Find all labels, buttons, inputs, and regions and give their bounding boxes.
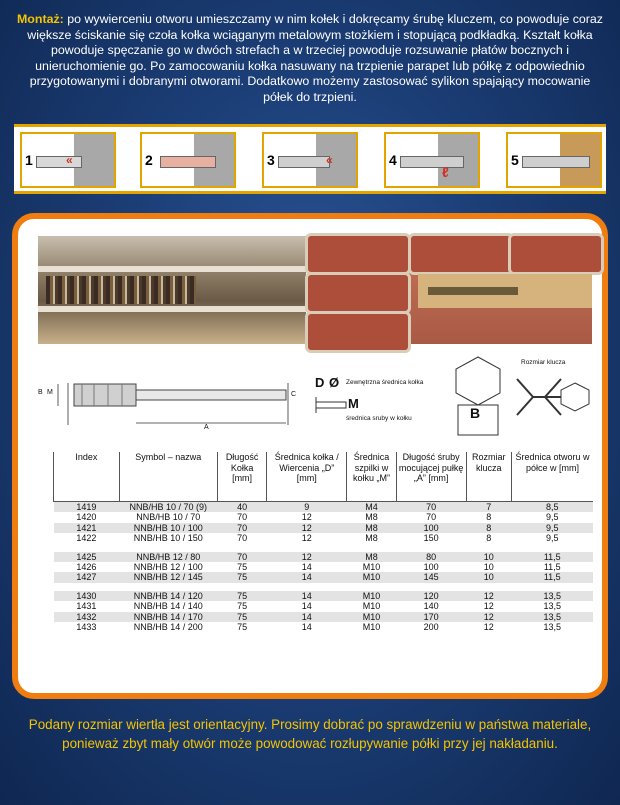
table-cell: 170	[396, 612, 466, 622]
table-cell: M10	[347, 591, 397, 601]
step-number: 1	[25, 152, 33, 168]
table-cell: 200	[423, 622, 439, 633]
table-cell: 100	[396, 523, 466, 533]
step-number: 4	[389, 152, 397, 168]
shelf-photo	[38, 236, 306, 344]
wrench-icon	[513, 369, 597, 429]
table-cell: 9,5	[512, 523, 593, 533]
table-cell: 75	[237, 562, 248, 573]
table-cell: M8	[347, 552, 397, 562]
table-cell: 75	[237, 622, 248, 633]
dim-label-a: A	[204, 424, 209, 431]
step-1-image: 1 «	[20, 132, 116, 188]
table-cell: 10	[466, 552, 512, 562]
table-cell: 10	[483, 562, 494, 573]
table-cell: NNB/HB 12 / 145	[119, 572, 217, 582]
table-cell: 1425	[54, 552, 120, 562]
d-caption: Zewnętrzna średnica kołka	[346, 379, 424, 386]
step-2-image	[140, 132, 236, 188]
header-shelf-hole: Średnica otworu w półce w [mm]	[512, 452, 593, 502]
table-cell: 8	[486, 533, 492, 544]
table-cell: 14	[301, 601, 312, 612]
d-phi-symbol: Ø	[329, 375, 340, 390]
table-cell: NNB/HB 10 / 70 (9)	[119, 502, 217, 513]
header-wrench-size: Rozmiar klucza	[466, 452, 512, 502]
table-cell: 80	[396, 552, 466, 562]
table-cell: 100	[423, 562, 439, 573]
m-caption: średnica sruby w kołku	[346, 415, 412, 422]
header-index: Index	[54, 452, 120, 502]
table-row	[54, 601, 594, 611]
table-cell: M10	[362, 562, 381, 573]
step-number: 3	[267, 152, 275, 168]
table-row	[54, 552, 594, 562]
table-cell: 12	[267, 523, 347, 533]
table-cell: 8	[486, 512, 492, 523]
table-cell: 70	[237, 512, 248, 523]
table-cell: 13,5	[543, 601, 562, 612]
table-cell: 10	[466, 572, 512, 582]
table-cell: 11,5	[512, 552, 593, 562]
intro-paragraph	[14, 12, 606, 105]
table-cell: 7	[466, 502, 512, 513]
table-cell: M4	[347, 502, 397, 513]
table-cell: NNB/HB 14 / 120	[119, 591, 217, 601]
table-cell: NNB/HB 10 / 70	[136, 512, 201, 523]
table-cell: M10	[362, 601, 381, 612]
table-cell: 12	[466, 612, 512, 622]
header-pin-m: Średnica szpilki w kołku „M”	[347, 452, 397, 502]
table-cell: M8	[365, 512, 378, 523]
table-row	[54, 562, 594, 572]
table-cell: 70	[396, 502, 466, 513]
table-cell: 40	[217, 502, 267, 513]
installation-steps-strip	[14, 124, 606, 194]
table-cell: 70	[237, 533, 248, 544]
table-row	[54, 502, 594, 513]
table-cell: 11,5	[543, 562, 561, 573]
m-symbol: M	[348, 396, 359, 411]
specification-table	[53, 452, 593, 632]
dim-label-c: C	[291, 391, 297, 398]
table-cell: 70	[217, 523, 267, 533]
table-header-row	[54, 452, 594, 502]
table-cell: 14	[301, 562, 312, 573]
table-cell: NNB/HB 14 / 170	[119, 612, 217, 622]
table-cell: NNB/HB 10 / 100	[119, 523, 217, 533]
table-cell: 12	[267, 552, 347, 562]
table-cell: 14	[267, 591, 347, 601]
table-cell: 14	[301, 622, 312, 633]
table-cell: NNB/HB 14 / 140	[133, 601, 203, 612]
table-cell: NNB/HB 12 / 100	[133, 562, 203, 573]
table-cell: 70	[426, 512, 437, 523]
table-cell: 150	[423, 533, 439, 544]
product-panel	[12, 213, 608, 699]
table-cell: 12	[483, 622, 494, 633]
table-cell: M10	[347, 612, 397, 622]
table-cell: 13,5	[512, 612, 593, 622]
table-cell: 75	[217, 612, 267, 622]
brick-wall-photo	[308, 236, 592, 344]
table-cell: 1426	[76, 562, 97, 573]
footer-note: Podany rozmiar wiertła jest orientacyjny. Prosimy dobrać po sprawdzeniu w państwa materiale, ponieważ zbyt mały otwór może powodować rozłupywanie półki przy jej nakładaniu.	[28, 717, 592, 751]
dim-label-b: B	[38, 389, 43, 396]
dowel-technical-drawing	[36, 355, 306, 437]
table-row	[54, 612, 594, 622]
step-number: 5	[511, 152, 519, 168]
table-cell: 13,5	[543, 622, 562, 633]
table-cell: 14	[267, 612, 347, 622]
table-cell: 12	[301, 512, 312, 523]
table-cell: NNB/HB 10 / 150	[133, 533, 203, 544]
table-cell: NNB/HB 14 / 200	[133, 622, 203, 633]
table-cell: 1427	[54, 572, 120, 582]
step-4-image: 4 ℓ	[384, 132, 480, 188]
table-cell: 13,5	[512, 591, 593, 601]
table-cell: M8	[347, 523, 397, 533]
intro-text: po wywierceniu otworu umieszczamy w nim kołek i dokręcamy śrubę kluczem, co powoduje coraz większe ściskanie się czoła kołka wciąganym metalowym stożkiem i stopującą podkładką. Kształt kołka powoduje spęczanie go w dwóch strefach a w trzeciej powoduje rozsuwanie płatów bocznych i unieruchomienie go. Po zamocowaniu kołka nasuwany na trzpienie parapet lub półkę z odpowiednio przygotowanymi i dobranymi otworami. Dodatkowo możemy zastosować sylikon spajający mocowanie półek do trzpieni.	[27, 12, 603, 104]
table-group-gap	[54, 544, 594, 552]
table-group-gap	[54, 583, 594, 591]
table-cell: 8,5	[512, 502, 593, 513]
table-cell: 1422	[76, 533, 97, 544]
table-row	[54, 591, 594, 601]
table-cell: 8	[466, 523, 512, 533]
table-row	[54, 572, 594, 582]
header-symbol: Symbol – nazwa	[119, 452, 217, 502]
table-cell: 75	[217, 591, 267, 601]
table-cell: 14	[267, 572, 347, 582]
step-5-image	[506, 132, 602, 188]
table-cell: 11,5	[512, 572, 593, 582]
d-symbol: D	[315, 375, 325, 390]
table-cell: 1430	[54, 591, 120, 601]
header-length: Długość Kołka [mm]	[217, 452, 267, 502]
table-cell: 140	[423, 601, 439, 612]
table-row	[54, 523, 594, 533]
hex-nut-icon	[448, 353, 508, 439]
table-cell: M8	[365, 533, 378, 544]
table-cell: 12	[301, 533, 312, 544]
bolt-m-icon	[314, 395, 350, 415]
table-row	[54, 533, 594, 543]
step-number: 2	[145, 152, 153, 168]
table-cell: 1432	[54, 612, 120, 622]
intro-lead: Montaż:	[16, 12, 64, 26]
table-cell: 75	[237, 601, 248, 612]
hex-label-b: B	[470, 405, 481, 421]
table-cell: 1420	[76, 512, 97, 523]
table-cell: M10	[362, 622, 381, 633]
table-cell: 9	[267, 502, 347, 513]
table-cell: 145	[396, 572, 466, 582]
table-row	[54, 622, 594, 632]
table-row	[54, 512, 594, 522]
table-cell: 120	[396, 591, 466, 601]
table-cell: 70	[217, 552, 267, 562]
table-cell: 1433	[76, 622, 97, 633]
table-cell: 12	[483, 601, 494, 612]
wrench-size-title: Rozmiar klucza	[521, 359, 566, 366]
table-cell: M10	[347, 572, 397, 582]
table-cell: 12	[466, 591, 512, 601]
table-cell: 1419	[54, 502, 120, 513]
table-cell: 1421	[54, 523, 120, 533]
header-diameter-d: Średnica kołka / Wiercenia „D” [mm]	[267, 452, 347, 502]
table-cell: 9,5	[546, 533, 559, 544]
table-cell: 9,5	[546, 512, 559, 523]
dim-label-m: M	[47, 389, 53, 396]
step-3-image: 3 «	[262, 132, 358, 188]
table-cell: 75	[217, 572, 267, 582]
table-cell: 1431	[76, 601, 97, 612]
table-cell: NNB/HB 12 / 80	[119, 552, 217, 562]
header-screw-length-a: Długość śruby mocującej pułkę „A” [mm]	[396, 452, 466, 502]
